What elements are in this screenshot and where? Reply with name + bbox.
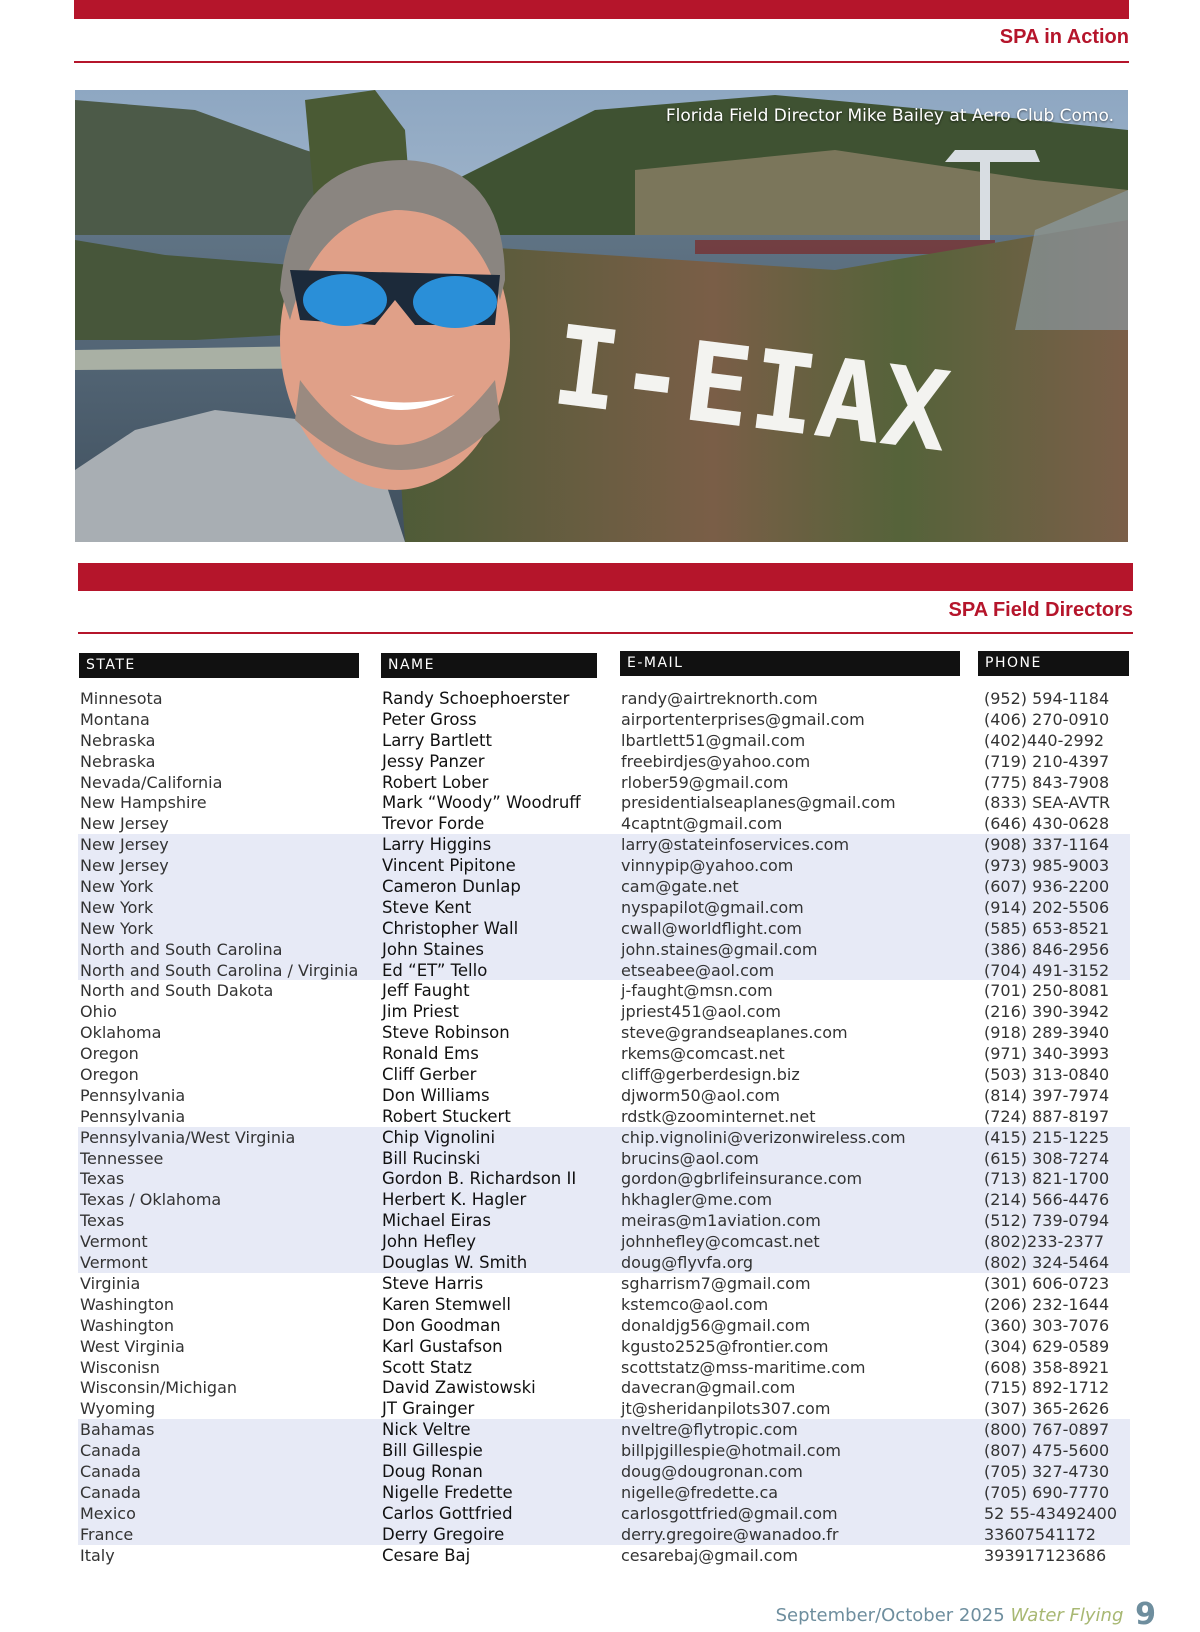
email-cell[interactable]: etseabee@aol.com: [621, 960, 775, 980]
name-cell: Jessy Panzer: [382, 751, 485, 771]
page-number: 9: [1135, 1597, 1156, 1632]
phone-cell: (360) 303-7076: [984, 1315, 1110, 1335]
photo-caption: Florida Field Director Mike Bailey at Aero Club Como.: [665, 106, 1114, 126]
state-cell: North and South Carolina: [80, 939, 283, 959]
name-cell: Robert Stuckert: [382, 1106, 511, 1126]
table-row: [78, 1440, 1130, 1461]
phone-cell: (503) 313-0840: [984, 1065, 1110, 1085]
state-cell: Canada: [80, 1461, 141, 1481]
name-cell: Karen Stemwell: [382, 1294, 511, 1314]
name-cell: Steve Kent: [382, 897, 472, 917]
name-cell: Doug Ronan: [382, 1461, 483, 1481]
table-row: [78, 1482, 1130, 1503]
phone-cell: (214) 566-4476: [984, 1190, 1110, 1210]
state-cell: New York: [80, 877, 154, 897]
phone-cell: (814) 397-7974: [984, 1085, 1110, 1105]
phone-cell: (724) 887-8197: [984, 1106, 1110, 1126]
name-cell: Ed “ET” Tello: [382, 960, 488, 980]
name-cell: Christopher Wall: [382, 918, 519, 938]
email-cell[interactable]: larry@stateinfoservices.com: [621, 835, 850, 855]
name-cell: Randy Schoephoerster: [382, 689, 570, 708]
state-cell: Nebraska: [80, 730, 156, 750]
phone-cell: (908) 337-1164: [984, 835, 1110, 855]
name-cell: Robert Lober: [382, 772, 489, 792]
table-row: [78, 918, 1130, 939]
table-row: [78, 1189, 1130, 1210]
email-cell[interactable]: randy@airtreknorth.com: [621, 689, 818, 708]
phone-cell: (216) 390-3942: [984, 1002, 1110, 1022]
phone-cell: (918) 289-3940: [984, 1023, 1110, 1043]
table-row: [78, 1357, 1130, 1378]
phone-cell: (402)440-2992: [984, 730, 1105, 750]
name-cell: Larry Higgins: [382, 835, 492, 855]
email-cell[interactable]: freebirdjes@yahoo.com: [621, 751, 811, 771]
phone-cell: (800) 767-0897: [984, 1420, 1110, 1440]
table-row: [78, 730, 1130, 751]
email-cell[interactable]: hkhagler@me.com: [621, 1190, 773, 1210]
state-cell: New York: [80, 918, 154, 938]
email-cell[interactable]: gordon@gbrlifeinsurance.com: [621, 1169, 863, 1189]
email-cell[interactable]: billpjgillespie@hotmail.com: [621, 1441, 841, 1461]
name-cell: Cliff Gerber: [382, 1065, 477, 1085]
name-cell: Bill Gillespie: [382, 1441, 483, 1461]
table-row: [78, 688, 1130, 709]
column-header-state: STATE: [79, 653, 359, 678]
name-cell: John Staines: [382, 939, 484, 959]
state-cell: Texas: [80, 1169, 125, 1189]
phone-cell: (719) 210-4397: [984, 751, 1110, 771]
footer-issue: September/October 2025: [775, 1605, 1005, 1626]
phone-cell: 33607541172: [984, 1524, 1096, 1544]
state-cell: Texas / Oklahoma: [80, 1190, 222, 1210]
state-cell: Washington: [80, 1294, 175, 1314]
phone-cell: (715) 892-1712: [984, 1378, 1110, 1398]
state-cell: Canada: [80, 1482, 141, 1502]
top-red-bar: [74, 0, 1129, 19]
state-cell: Nevada/California: [80, 772, 223, 792]
state-cell: Wisconsin/Michigan: [80, 1378, 238, 1398]
photo-illustration: [75, 90, 1128, 542]
table-row: [78, 1294, 1130, 1315]
section-title: SPA Field Directors: [948, 599, 1133, 621]
state-cell: Pennsylvania: [80, 1085, 186, 1105]
state-cell: North and South Dakota: [80, 981, 274, 1001]
state-cell: Texas: [80, 1211, 125, 1231]
table-row: [78, 1127, 1130, 1148]
directors-red-bar: [78, 563, 1133, 591]
table-row: [78, 939, 1130, 960]
footer-magazine: Water Flying: [1010, 1605, 1124, 1626]
table-row: [78, 980, 1130, 1001]
state-cell: Pennsylvania/West Virginia: [80, 1127, 296, 1147]
email-cell[interactable]: djworm50@aol.com: [621, 1085, 781, 1105]
state-cell: Oregon: [80, 1065, 139, 1085]
phone-cell: 393917123686: [984, 1545, 1107, 1565]
email-cell[interactable]: jt@sheridanpilots307.com: [621, 1399, 831, 1419]
name-cell: Derry Gregoire: [382, 1524, 505, 1544]
state-cell: Bahamas: [80, 1420, 155, 1440]
name-cell: Karl Gustafson: [382, 1336, 503, 1356]
state-cell: Minnesota: [80, 689, 163, 708]
email-cell[interactable]: rlober59@gmail.com: [621, 772, 789, 792]
phone-cell: (307) 365-2626: [984, 1399, 1110, 1419]
name-cell: JT Grainger: [382, 1399, 475, 1419]
state-cell: Oklahoma: [80, 1023, 162, 1043]
table-row: [78, 1001, 1130, 1022]
phone-cell: (802)233-2377: [984, 1232, 1105, 1252]
phone-cell: (386) 846-2956: [984, 939, 1110, 959]
name-cell: Michael Eiras: [382, 1211, 491, 1231]
email-cell[interactable]: johnhefley@comcast.net: [621, 1232, 820, 1252]
name-cell: Ronald Ems: [382, 1044, 479, 1064]
table-row: [78, 813, 1130, 834]
table-row: [78, 960, 1130, 981]
email-cell[interactable]: cam@gate.net: [621, 877, 739, 897]
name-cell: Nick Veltre: [382, 1420, 471, 1440]
section-header-field-directors: [78, 597, 1133, 629]
state-cell: Montana: [80, 709, 150, 729]
email-cell[interactable]: chip.vignolini@verizonwireless.com: [621, 1127, 906, 1147]
state-cell: West Virginia: [80, 1336, 185, 1356]
email-cell[interactable]: j-faught@msn.com: [621, 981, 773, 1001]
email-cell[interactable]: 4captnt@gmail.com: [621, 814, 783, 834]
phone-cell: 52 55-43492400: [984, 1503, 1118, 1523]
photo: [75, 90, 1128, 542]
phone-cell: (914) 202-5506: [984, 897, 1110, 917]
email-cell[interactable]: presidentialseaplanes@gmail.com: [621, 793, 896, 813]
table-row: [78, 1085, 1130, 1106]
column-header-phone: PHONE: [978, 651, 1129, 676]
state-cell: Pennsylvania: [80, 1106, 186, 1126]
state-cell: North and South Carolina / Virginia: [80, 960, 359, 980]
state-cell: Italy: [80, 1545, 115, 1565]
name-cell: Carlos Gottfried: [382, 1503, 513, 1523]
table-row: [78, 834, 1130, 855]
email-cell[interactable]: meiras@m1aviation.com: [621, 1211, 821, 1231]
phone-cell: (585) 653-8521: [984, 918, 1110, 938]
phone-cell: (807) 475-5600: [984, 1441, 1110, 1461]
column-header-name: NAME: [381, 653, 597, 678]
phone-cell: (705) 690-7770: [984, 1482, 1110, 1502]
name-cell: Jeff Faught: [382, 981, 470, 1001]
table-row: [78, 1168, 1130, 1189]
table-row: [78, 1398, 1130, 1419]
name-cell: Larry Bartlett: [382, 730, 492, 750]
table-row: [78, 751, 1130, 772]
table-row: [78, 855, 1130, 876]
email-cell[interactable]: nigelle@fredette.ca: [621, 1482, 779, 1502]
email-cell[interactable]: cesarebaj@gmail.com: [621, 1545, 798, 1565]
email-cell[interactable]: kstemco@aol.com: [621, 1294, 769, 1314]
table-row: [78, 1545, 1130, 1566]
phone-cell: (304) 629-0589: [984, 1336, 1110, 1356]
email-cell[interactable]: derry.gregoire@wanadoo.fr: [621, 1524, 839, 1544]
table-row: [78, 1461, 1130, 1482]
email-cell[interactable]: doug@dougronan.com: [621, 1461, 803, 1481]
name-cell: Jim Priest: [382, 1002, 460, 1022]
phone-cell: (704) 491-3152: [984, 960, 1110, 980]
email-cell[interactable]: sgharrism7@gmail.com: [621, 1273, 811, 1293]
state-cell: New York: [80, 897, 154, 917]
name-cell: John Hefley: [382, 1232, 476, 1252]
state-cell: France: [80, 1524, 134, 1544]
table-row: [78, 1524, 1130, 1545]
table-row: [78, 1043, 1130, 1064]
email-cell[interactable]: davecran@gmail.com: [621, 1378, 796, 1398]
name-cell: Nigelle Fredette: [382, 1482, 513, 1502]
table-row: [78, 1336, 1130, 1357]
table-row: [78, 1106, 1130, 1127]
name-cell: Douglas W. Smith: [382, 1253, 528, 1273]
state-cell: Oregon: [80, 1044, 139, 1064]
phone-cell: (705) 327-4730: [984, 1461, 1110, 1481]
state-cell: Ohio: [80, 1002, 117, 1022]
name-cell: Mark “Woody” Woodruff: [382, 793, 581, 813]
table-row: [78, 772, 1130, 793]
phone-cell: (646) 430-0628: [984, 814, 1110, 834]
section-rule: [74, 61, 1129, 63]
state-cell: Vermont: [80, 1232, 148, 1252]
phone-cell: (301) 606-0723: [984, 1273, 1110, 1293]
table-row: [78, 709, 1130, 730]
email-cell[interactable]: donaldjg56@gmail.com: [621, 1315, 811, 1335]
section-rule: [78, 632, 1133, 634]
phone-cell: (952) 594-1184: [984, 689, 1110, 708]
name-cell: Don Goodman: [382, 1315, 501, 1335]
table-row: [78, 876, 1130, 897]
name-cell: Steve Robinson: [382, 1023, 510, 1043]
email-cell[interactable]: steve@grandseaplanes.com: [621, 1023, 848, 1043]
column-header-email: E-MAIL: [620, 651, 960, 676]
name-cell: Trevor Forde: [382, 814, 485, 834]
state-cell: New Jersey: [80, 814, 169, 834]
email-cell[interactable]: lbartlett51@gmail.com: [621, 730, 806, 750]
email-cell[interactable]: rdstk@zoominternet.net: [621, 1106, 816, 1126]
email-cell[interactable]: scottstatz@mss-maritime.com: [621, 1357, 866, 1377]
name-cell: Herbert K. Hagler: [382, 1190, 527, 1210]
svg-text:I-EIAX: I-EIAX: [546, 301, 957, 477]
section-title: SPA in Action: [999, 26, 1129, 48]
email-cell[interactable]: rkems@comcast.net: [621, 1044, 785, 1064]
table-row: [78, 1231, 1130, 1252]
name-cell: Peter Gross: [382, 709, 477, 729]
phone-cell: (615) 308-7274: [984, 1148, 1110, 1168]
table-row: [78, 1377, 1130, 1398]
name-cell: Steve Harris: [382, 1273, 484, 1293]
page-footer: [776, 1597, 1156, 1632]
table-row: [78, 1252, 1130, 1273]
email-cell[interactable]: nyspapilot@gmail.com: [621, 897, 804, 917]
name-cell: Cesare Baj: [382, 1545, 471, 1565]
state-cell: Wyoming: [80, 1399, 156, 1419]
phone-cell: (406) 270-0910: [984, 709, 1110, 729]
email-cell[interactable]: carlosgottfried@gmail.com: [621, 1503, 838, 1523]
phone-cell: (973) 985-9003: [984, 856, 1110, 876]
email-cell[interactable]: cwall@worldflight.com: [621, 918, 802, 938]
name-cell: Don Williams: [382, 1085, 490, 1105]
table-row: [78, 897, 1130, 918]
state-cell: New Hampshire: [80, 793, 207, 813]
name-cell: Bill Rucinski: [382, 1148, 481, 1168]
email-cell[interactable]: john.staines@gmail.com: [621, 939, 818, 959]
state-cell: New Jersey: [80, 856, 169, 876]
email-cell[interactable]: brucins@aol.com: [621, 1148, 759, 1168]
state-cell: Vermont: [80, 1253, 148, 1273]
phone-cell: (833) SEA-AVTR: [984, 793, 1111, 813]
phone-cell: (701) 250-8081: [984, 981, 1110, 1001]
state-cell: Virginia: [80, 1273, 141, 1293]
phone-cell: (971) 340-3993: [984, 1044, 1110, 1064]
state-cell: Nebraska: [80, 751, 156, 771]
state-cell: New Jersey: [80, 835, 169, 855]
table-row: [78, 1210, 1130, 1231]
state-cell: Tennessee: [80, 1148, 164, 1168]
name-cell: Chip Vignolini: [382, 1127, 496, 1147]
phone-cell: (607) 936-2200: [984, 877, 1110, 897]
phone-cell: (802) 324-5464: [984, 1253, 1110, 1273]
table-row: [78, 1148, 1130, 1169]
section-header-spa-in-action: [74, 22, 1129, 62]
state-cell: Washington: [80, 1315, 175, 1335]
email-cell[interactable]: cliff@gerberdesign.biz: [621, 1065, 800, 1085]
directors-table: [78, 688, 1130, 1565]
table-row: [78, 1022, 1130, 1043]
email-cell[interactable]: nveltre@flytropic.com: [621, 1420, 798, 1440]
phone-cell: (713) 821-1700: [984, 1169, 1110, 1189]
phone-cell: (206) 232-1644: [984, 1294, 1110, 1314]
state-cell: Canada: [80, 1441, 141, 1461]
email-cell[interactable]: vinnypip@yahoo.com: [621, 856, 794, 876]
table-row: [78, 1503, 1130, 1524]
table-row: [78, 1315, 1130, 1336]
table-row: [78, 1064, 1130, 1085]
name-cell: Scott Statz: [382, 1357, 473, 1377]
state-cell: Mexico: [80, 1503, 136, 1523]
email-cell[interactable]: doug@flyvfa.org: [621, 1253, 754, 1273]
name-cell: David Zawistowski: [382, 1378, 536, 1398]
table-row: [78, 1419, 1130, 1440]
table-row: [78, 792, 1130, 813]
name-cell: Vincent Pipitone: [382, 856, 516, 876]
name-cell: Cameron Dunlap: [382, 877, 521, 897]
email-cell[interactable]: kgusto2525@frontier.com: [621, 1336, 829, 1356]
email-cell[interactable]: airportenterprises@gmail.com: [621, 709, 865, 729]
table-row: [78, 1273, 1130, 1294]
state-cell: Wisconisn: [80, 1357, 160, 1377]
email-cell[interactable]: jpriest451@aol.com: [621, 1002, 781, 1022]
phone-cell: (775) 843-7908: [984, 772, 1110, 792]
name-cell: Gordon B. Richardson II: [382, 1169, 577, 1189]
phone-cell: (512) 739-0794: [984, 1211, 1110, 1231]
phone-cell: (608) 358-8921: [984, 1357, 1110, 1377]
phone-cell: (415) 215-1225: [984, 1127, 1110, 1147]
